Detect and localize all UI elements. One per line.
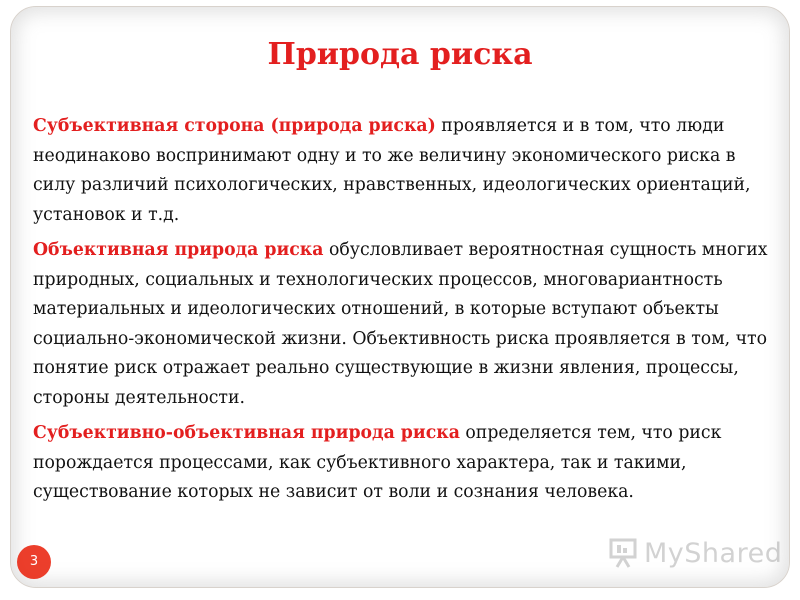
paragraph-highlight: Объективная природа риска — [33, 240, 324, 260]
presentation-board-icon — [608, 538, 638, 568]
paragraph-subjective — [33, 112, 773, 230]
slide-body — [33, 112, 773, 514]
paragraph-highlight: Субъективно-объективная природа риска — [33, 423, 460, 443]
paragraph-subjective-objective — [33, 419, 773, 508]
page-number-badge: 3 — [17, 545, 51, 579]
paragraph-text: обусловливает вероятностная сущность многих природных, социальных и технологических процессов, многовариантность материальных и идеологических отношений, в которые вступают объекты социально-экономической жизни. Объективность риска проявляется в том, что понятие риск отражает реально существующие в жизни явления, процессы, стороны деятельности. — [33, 240, 768, 408]
paragraph-objective — [33, 236, 773, 413]
paragraph-text: определяется тем, что риск порождается процессами, как субъективного характера, так и такими, существование которых не зависит от воли и сознания человека. — [33, 423, 722, 502]
watermark-text: MyShared — [644, 537, 783, 569]
watermark — [608, 537, 782, 569]
paragraph-text: проявляется и в том, что люди неодинаково воспринимают одну и то же величину экономического риска в силу различий психологических, нравственных, идеологических ориентаций, установок и т.д. — [33, 116, 751, 225]
slide-title: Природа риска — [267, 37, 533, 72]
paragraph-highlight: Субъективная сторона (природа риска) — [33, 116, 436, 136]
